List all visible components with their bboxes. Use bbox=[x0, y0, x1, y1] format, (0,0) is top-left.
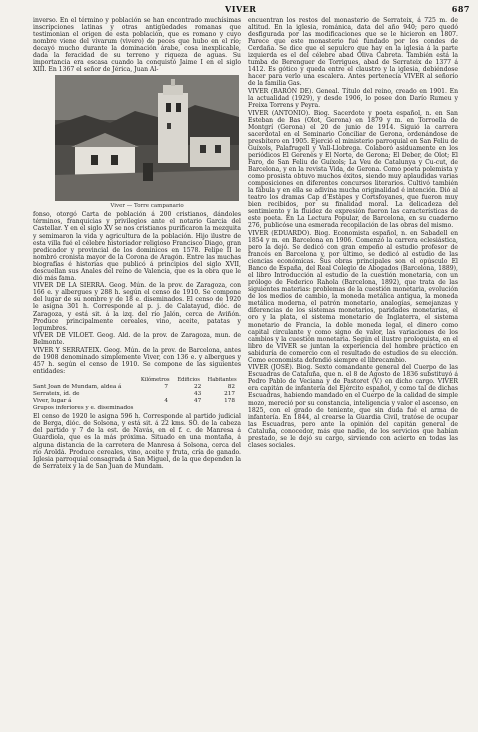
running-header-word: VIVER bbox=[225, 4, 257, 14]
table-cell-habitantes: 217 bbox=[224, 390, 235, 397]
left-paragraph-1: inverso. En el término y población se han encontrado muchísimas inscripciones latinas y otras antigüedades romanas que testimonian el origen de esta población, que es romano y cuyo nombre viene del vivarum (vivero) de peces que hubo en el río; decayó mucho durante la dominación árabe, cosa inexplicable, dada la feracidad de su terreno y riqueza de aguas. Su importancia era escasa cuando la conquistó Jaime I en el siglo XIII. En 1367 el señor de Jérica, Juan Al- bbox=[33, 17, 241, 74]
table-cell-edificios bbox=[172, 404, 205, 411]
table-cell-name: Sant Joan de Mundam, aldea á bbox=[33, 383, 122, 390]
table-cell-edificios: 43 bbox=[194, 390, 202, 397]
right-column bbox=[248, 17, 458, 449]
table-cell-km: 4 bbox=[164, 397, 169, 404]
left-paragraph-2: fonso, otorgó Carta de población á 200 cristianos, dándoles términos, franquicias y privilegios ante el notario Garcia del Castellar. Y en el siglo XV se nos cristianos purificaron la mezquita y semimaron la vida y agricultura de la población. Hijo ilustre de esta villa fué el célebre historiador religioso Francisco Diago, gran predicador y provincial de los dominicos en 1578. Felipe II le nombró cronista mayor de la Corona de Aragón. Entre las muchas biografías é historias que publicó á principios del siglo XVII, descuellan sus Anales del reino de Valencia, que es la obra que le dió más fama. bbox=[33, 211, 241, 282]
photo-illustration bbox=[55, 75, 239, 201]
entry-viver-y-serrateix: VIVER Y SERRATEIX. Geog. Mún. de la prov. de Barcelona, antes de 1908 denominado simplemente Viver, con 136 e. y albergues y 457 h. según el censo de 1910. Se compone de las siguientes entidades: bbox=[33, 346, 241, 375]
table-cell-habitantes bbox=[205, 404, 239, 411]
page-number: 687 bbox=[451, 4, 470, 14]
table-header-habitantes: Habitantes bbox=[207, 376, 237, 383]
table-cell-habitantes: 178 bbox=[224, 397, 235, 404]
entry-viver-baron: VIVER (BARÓN DE). Geneal. Título del reino, creado en 1901. En la actualidad (1929), y desde 1906, lo posee don Darío Rumeu y Freixa Torrens y Peyra. bbox=[248, 87, 458, 110]
table-cell-name: Viver, lugar á bbox=[33, 397, 72, 404]
right-paragraph-1: encuentran los restos del monasterio de Serrateix, á 725 m. de altitud. En la iglesia, románica, data del año 940; pero quedó desfigurada por las modificaciones que se le hicieron en 1807. Parece que este monasterio fué fundado por los condes de Cerdaña. Se dice que el sepulcro que hay en la iglesia á la parte izquierda es el del célebre abad Oliva Cabreta. También está la tumba de Berenguer de Torrigues, abad de Serrateix de 1377 á 1412. Es gótico y queda entre el claustro y la iglesia, debiéndose hacer para verlo una escalera. Antes pertenecía VIVER al señorío de la familia Gas. bbox=[248, 17, 458, 88]
table-cell-habitantes: 82 bbox=[227, 383, 235, 390]
entry-viver-antonio: VIVER (ANTONIO). Biog. Sacerdote y poeta español, n. en San Esteban de Bas (Olot, Gerona) en 1879 y m. en Torroella de Montgrí (Gerona) el 20 de junio de 1914. Siguió la carrera sacerdotal en el Seminario Conciliar de Gerona, ordenándose de presbítero en 1905. Ejerció el ministerio parroquial en San Feliu de Guíxols, Palafrugell y Vall-Llobrega. Colaboró asiduamente en los periódicos El Gerenès y El Norte, de Gerona; El Deber, de Olot; El Faro, de San Feliu de Guíxols; La Veu de Catalunya y Cu-cut, de Barcelona, y en la revista Vida, de Gerona. Como poeta polemista y como prosista obtuvo muchos éxitos, siendo muy aplaudidas varias composiciones en diferentes concursos literarios. Cultivó también la fábula y en ella se adivina mucha originalidad é intención. Dió al teatro los dramas Cap d'Estàpes y Cortsfoyanes, que fueron muy bien recibidos, por su finalidad moral. La delicadeza del sentimiento y la fluidez de expresión fueron las características de este poeta. En La Lectura Popular, de Barcelona, en su cuaderno 276, publicóse una esmerada recopilación de las obras del mismo. bbox=[248, 109, 458, 230]
table-cell-name: Serrateix, íd. de bbox=[33, 390, 80, 397]
table-cell-name: Grupos inferiores y e. diseminados bbox=[33, 404, 134, 411]
photo-caption: Viver — Torre campanario bbox=[110, 203, 184, 210]
entry-viver-de-la-sierra: VIVER DE LA SIERRA. Geog. Mún. de la prov. de Zaragoza, con 166 e. y albergues y 288 h. según el censo de 1910. Se compone del lugar de su nombre y de 18 e. diseminados. El censo de 1920 le asigna 301 h. Corresponde al p. j. de Calatayud, dióc. de Zaragoza, y está sit. á la izq. del río Jalón, cerca de Aviñón. Produce principalmente cereales, vino, aceite, patatas y legumbres. bbox=[33, 282, 241, 332]
entry-viver-de-viloet: VIVER DE VILOET. Geog. Ald. de la prov. de Zaragoza, mun. de Belmonte. bbox=[33, 332, 241, 347]
table-row bbox=[33, 397, 239, 404]
entry-viver-eduardo: VIVER (EDUARDO). Biog. Economista español, n. en Sabadell en 1854 y m. en Barcelona en 1906. Comenzó la carrera eclesiástica, pero la dejó. Se dedicó con gran empeño al estudio profesor de francés en Barcelona y, por último, se dedicó al estudio de las ciencias económicas. Sus obras principales son el opúsculo El Banco de España, del Real Colegio de Abogados (Barcelona, 1889), el libro Introducción al estudio de la cuestión monetaria, con un prólogo de Federico Rahola (Barcelona, 1892), que trata de las siguientes materias: problemas de la cuestión monetaria, evolución de los medios de cambio, la moneda metálica antigua, la moneda metálica moderna, el patrón monetario, analogías, semejanzas y diferencias de los sistemas monetarios, paridades monetarias, el oro y la plata, el sistema monetario de Inglaterra, el sistema monetario de Francia, la doble moneda legal, el dinero como capital circulante y como signo de valor, las variaciones de los cambios y la cuestión monetaria. Según el ilustre prologuista, en el libro de VIVER se juntan la experiencia del hombre práctico en sabiduría de comercio con el resultado de estudios de su elección. Como economista defendió siempre el librecambio. bbox=[248, 229, 458, 364]
table-cell-km: 7 bbox=[164, 383, 169, 390]
table-cell-km bbox=[138, 390, 172, 397]
table-cell-edificios: 47 bbox=[194, 397, 202, 404]
entry-viver-jose: VIVER (JOSÉ). Biog. Sexto comandante general del Cuerpo de las Escuadras de Cataluña, que n. el 8 de Agosto de 1836 substituyó á Pedro Pablo de Veciana y de Pastoret (V.) en dicho cargo. VIVER era capitán de infantería del Ejército español, y como tal de dichas Escuadras, habiendo mandado en el Cuerpo de la calidad de simple mozo, mereció por su constancia, inteligencia y valor el ascenso, en 1825, con el grado de teniente, que sin duda fué el arma de infantería. En 1844, al crearse la Guardia Civil, tratóse de ocupar las Escuadras, pero ante la opinión del capitán general de Cataluña, conocedor, más que nadie, de los servicios que habían prestado, se le dejó su cargo, sirviendo con acierto en todas las clases sociales. bbox=[248, 364, 458, 449]
table-cell-km bbox=[138, 404, 172, 411]
table-row bbox=[33, 383, 239, 390]
table-header-km: Kilómetros bbox=[140, 376, 170, 383]
photo-bell-tower bbox=[55, 75, 239, 201]
table-header-edificios: Edificios bbox=[177, 376, 200, 383]
entities-table bbox=[33, 377, 239, 411]
left-column bbox=[33, 17, 241, 470]
table-cell-edificios: 22 bbox=[194, 383, 202, 390]
table-row bbox=[33, 390, 239, 397]
table-row bbox=[33, 404, 239, 411]
left-paragraph-census: El censo de 1920 le asigna 596 h. Corresponde al partido judicial de Berga, dióc. de Solsona, y está sit. á 22 kms. SO. de la cabeza del partido y 7 de la est. de Navás, en el f. c. de Manresa á Guardiola, que es la más próxima. Situado en una montaña, á alguna distancia de la carretera de Manresa á Solsona, cerca del río Aroldá. Produce cereales, vino, aceite y fruta, cría de ganado. Iglesia parroquial consagrada á San Miguel, de la que dependen la de Serrateix y la de San Juan de Mundam. bbox=[33, 413, 241, 470]
